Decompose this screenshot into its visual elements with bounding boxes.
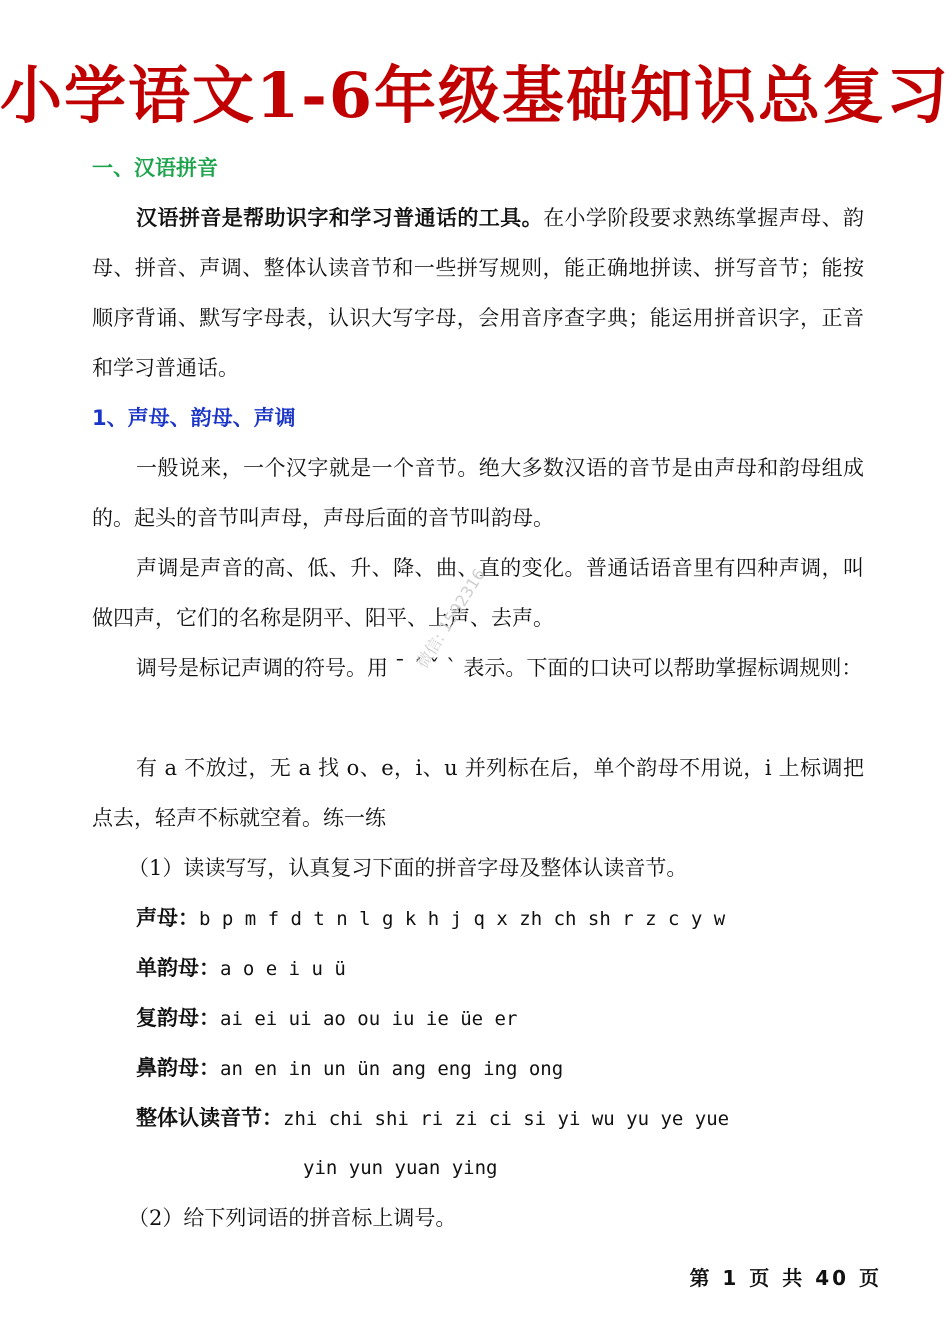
pinyin-row-whole-syllables-continued: yin yun yuan ying [303,1157,498,1179]
page-title: 小学语文1-6年级基础知识总复习 [0,59,950,132]
pinyin-row-initials [136,893,916,944]
pinyin-row-value: a o e i u ü [220,958,346,980]
paragraph-syllable: 一般说来，一个汉字就是一个音节。绝大多数汉语的音节是由声母和韵母组成的。起头的音节叫声母，声母后面的音节叫韵母。 [92,456,864,530]
pinyin-row-compound-finals [136,993,916,1044]
section-heading-pinyin: 一、汉语拼音 [92,156,218,180]
pinyin-row-label: 整体认读音节： [136,1106,283,1130]
pinyin-row-value: b p m f d t n l g k h j q x zh ch sh r z c y w [199,908,726,930]
pinyin-row-simple-finals [136,943,916,994]
intro-paragraph [92,193,864,393]
pinyin-row-value: zhi chi shi ri zi ci si yi wu yu ye yue [283,1108,730,1130]
watermark: 微信: 1592316 [412,565,489,672]
paragraph-rhyme: 有 a 不放过，无 a 找 o、e，i、u 并列标在后，单个韵母不用说，i 上标调把点去，轻声不标就空着。练一练 [92,756,864,830]
exercise-2-prompt: （2）给下列词语的拼音标上调号。 [128,1206,457,1230]
paragraph-tone-mark: 调号是标记声调的符号。用 ˉ ˊ ˇ ˋ 表示。下面的口诀可以帮助掌握标调规则： [136,656,863,680]
pinyin-row-label: 鼻韵母： [136,1056,220,1080]
intro-rest: 在小学阶段要求熟练掌握声母、韵母、拼音、声调、整体认读音节和一些拼写规则，能正确地拼读、拼写音节；能按顺序背诵、默写字母表，认识大写字母，会用音序查字典；能运用拼音识字，正音和学习普通话。 [92,206,865,380]
exercise-1-prompt: （1）读读写写，认真复习下面的拼音字母及整体认读音节。 [128,856,688,880]
pinyin-row-value: ai ei ui ao ou iu ie üe er [220,1008,518,1030]
pinyin-row-label: 单韵母： [136,956,220,980]
intro-bold-sentence: 汉语拼音是帮助识字和学习普通话的工具。 [136,205,544,230]
pinyin-row-whole-syllables [136,1093,916,1144]
pinyin-row-label: 声母： [136,906,199,930]
page-footer: 第 1 页 共 40 页 [689,1266,882,1290]
pinyin-row-nasal-finals [136,1043,916,1094]
paragraph-tone: 声调是声音的高、低、升、降、曲、直的变化。普通话语音里有四种声调，叫做四声，它们的名称是阴平、阳平、上声、去声。 [92,556,864,630]
pinyin-row-label: 复韵母： [136,1006,220,1030]
pinyin-row-value: an en in un ün ang eng ing ong [220,1058,564,1080]
subsection-heading: 1、声母、韵母、声调 [92,406,296,430]
